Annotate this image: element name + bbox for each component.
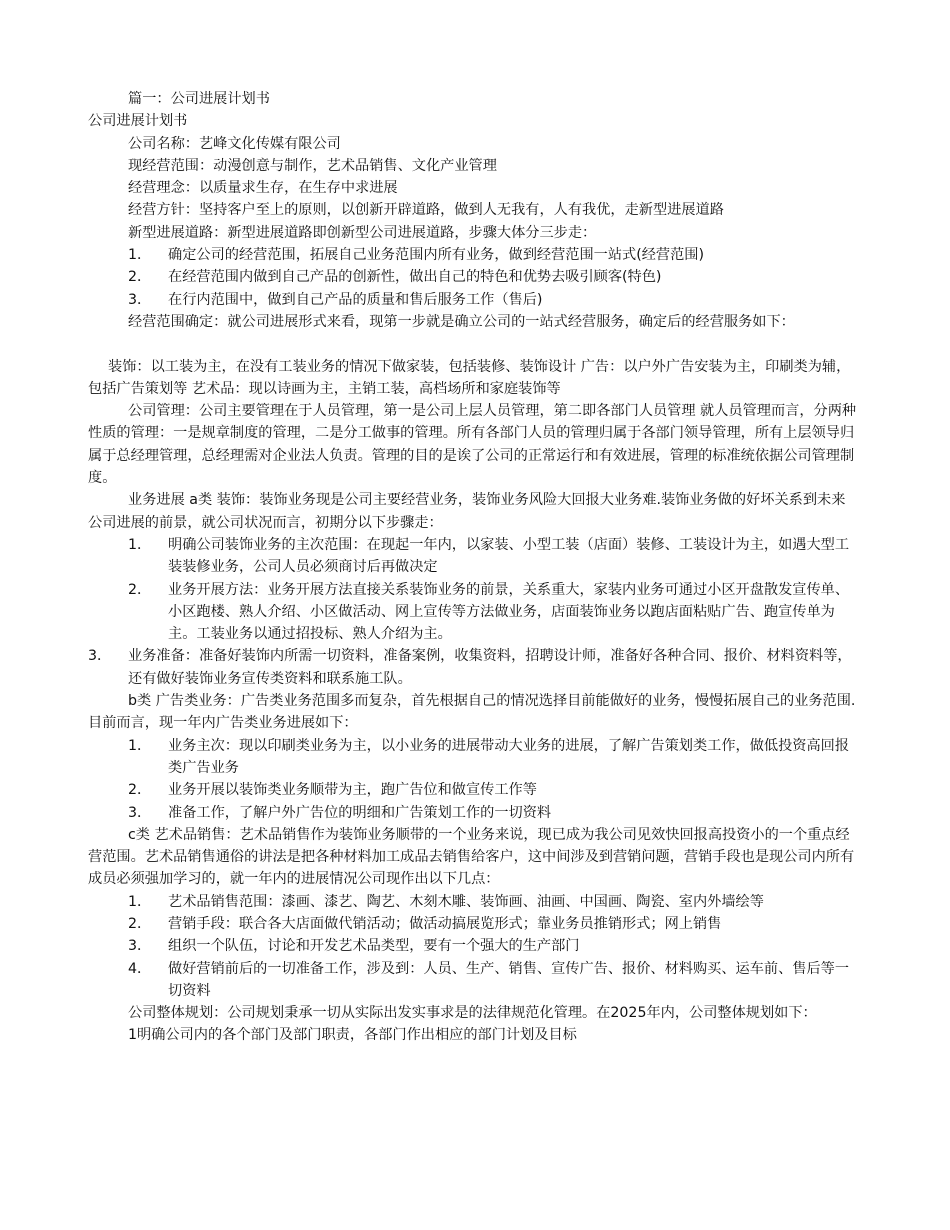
doc-title: 篇一：公司进展计划书 (128, 91, 270, 107)
business-philosophy: 经营理念：以质量求生存，在生存中求进展 (128, 180, 398, 197)
list-number: 3． (128, 804, 152, 821)
list-text: 在经营范围内做到自己产品的创新性，做出自己的特色和优势去吸引顾客(特色) (168, 269, 662, 286)
list-text: 业务开展以装饰类业务顺带为主，跑广告位和做宣传工作等 (168, 782, 537, 799)
list-item (128, 802, 858, 824)
list-item (128, 935, 858, 957)
overall-plan-paragraph: 公司整体规划：公司规划秉承一切从实际出发实事求是的法律规范化管理。在2025年内，公司整体规划如下： (128, 1005, 817, 1022)
document-body (88, 88, 858, 1047)
list-text: 做好营销前后的一切准备工作，涉及到：人员、生产、销售、宣传广告、报价、材料购买、运车前、售后等一切资料 (168, 960, 850, 999)
list-number: 2． (128, 581, 152, 598)
list-number: 2． (128, 915, 152, 932)
list-number: 2． (128, 269, 152, 286)
business-a-paragraph: 业务进展 a类 装饰：装饰业务现是公司主要经营业务，装饰业务风险大回报大业务难.装饰业务做的好坏关系到未来公司进展的前景，就公司状况而言，初期分以下步骤走： (88, 492, 846, 531)
list-number: 3． (128, 291, 152, 308)
list-item (128, 289, 858, 311)
list-item (128, 244, 858, 266)
list-number: 3． (128, 938, 152, 955)
list-text: 准备工作，了解户外广告位的明细和广告策划工作的一切资料 (168, 804, 552, 821)
list-text: 组织一个队伍，讨论和开发艺术品类型，要有一个强大的生产部门 (168, 938, 580, 955)
list-item (128, 779, 858, 801)
company-name: 公司名称：艺峰文化传媒有限公司 (128, 135, 341, 152)
list-number: 2． (128, 782, 152, 799)
list-item (128, 891, 858, 913)
business-policy: 经营方针：坚持客户至上的原则，以创新开辟道路，做到人无我有，人有我优，走新型进展道路 (128, 202, 724, 219)
list-text: 业务主次：现以印刷类业务为主，以小业务的进展带动大业务的进展，了解广告策划类工作，做低投资高回报类广告业务 (168, 737, 850, 776)
doc-subtitle: 公司进展计划书 (88, 113, 188, 130)
list-text: 在行内范围中，做到自己产品的质量和售后服务工作（售后) (168, 291, 543, 308)
list-text: 业务开展方法：业务开展方法直接关系装饰业务的前景，关系重大，家装内业务可通过小区开盘散发宣传单、小区跑楼、熟人介绍、小区做活动、网上宣传等方法做业务，店面装饰业务以跑店面粘贴广告、跑宣传单为主。工装业务以通过招投标、熟人介绍为主。 (168, 581, 850, 643)
spacer (88, 333, 858, 355)
list-number: 3． (88, 648, 112, 665)
list-item (128, 579, 858, 646)
overall-plan-item: 1明确公司内的各个部门及部门职责，各部门作出相应的部门计划及目标 (128, 1027, 577, 1044)
list-text: 明确公司装饰业务的主次范围：在现起一年内，以家装、小型工装（店面）装修、工装设计为主，如遇大型工装装修业务，公司人员必须商讨后再做决定 (168, 536, 850, 576)
list-text: 业务准备：准备好装饰内所需一切资料，准备案例，收集资料，招聘设计师，准备好各种合同、报价、材料资料等，还有做好装饰业务宣传类资料和联系施工队。 (128, 648, 852, 687)
list-item (128, 913, 858, 935)
list-text: 确定公司的经营范围，拓展自己业务范围内所有业务，做到经营范围一站式(经营范围) (168, 247, 705, 264)
list-item (128, 534, 858, 579)
list-text: 营销手段：联合各大店面做代销活动；做活动搞展览形式；靠业务员推销形式；网上销售 (168, 915, 722, 932)
decoration-paragraph: 装饰：以工装为主，在没有工装业务的情况下做家装，包括装修、装饰设计 广告：以户外广告安装为主，印刷类为辅，包括广告策划等 艺术品：现以诗画为主，主销工装，高档场所和家庭装饰等 (88, 358, 851, 397)
list-item (128, 266, 858, 288)
list-number: 1． (128, 247, 152, 264)
new-path: 新型进展道路：新型进展道路即创新型公司进展道路，步骤大体分三步走： (128, 224, 597, 241)
list-number: 1． (128, 737, 152, 754)
list-number: 1． (128, 893, 152, 910)
scope-confirm-paragraph: 经营范围确定：就公司进展形式来看，现第一步就是确立公司的一站式经营服务，确定后的经营服务如下： (128, 313, 795, 330)
list-item (88, 645, 858, 690)
management-paragraph: 公司管理：公司主要管理在于人员管理，第一是公司上层人员管理，第二即各部门人员管理 就人员管理而言，分两种性质的管理：一是规章制度的管理，二是分工做事的管理。所有各部门人员的管理归属于各部门领导管理，所有上层领导归属于总经理管理，总经理需对企业法人负责。管理的目的是诶了公司的正常运行和有效进展，管理的标准统依据公司管理制度。 (88, 403, 857, 487)
list-item (128, 735, 858, 780)
list-text: 艺术品销售范围：漆画、漆艺、陶艺、木刻木雕、装饰画、油画、中国画、陶瓷、室内外墙绘等 (168, 893, 764, 910)
business-c-paragraph: c类 艺术品销售：艺术品销售作为装饰业务顺带的一个业务来说，现已成为我公司见效快回报高投资小的一个重点经营范围。艺术品销售通俗的讲法是把各种材料加工成品去销售给客户，这中间涉及到营销问题，营销手段也是现公司内所有成员必须强加学习的，就一年内的进展情况公司现作出以下几点： (88, 826, 855, 888)
business-b-paragraph: b类 广告类业务：广告类业务范围多而复杂，首先根据自己的情况选择目前能做好的业务，慢慢拓展自己的业务范围.目前而言，现一年内广告类业务进展如下： (88, 693, 856, 732)
list-number: 4． (128, 960, 152, 977)
business-scope: 现经营范围：动漫创意与制作，艺术品销售、文化产业管理 (128, 157, 497, 174)
list-item (128, 958, 858, 1003)
list-number: 1． (128, 536, 152, 553)
